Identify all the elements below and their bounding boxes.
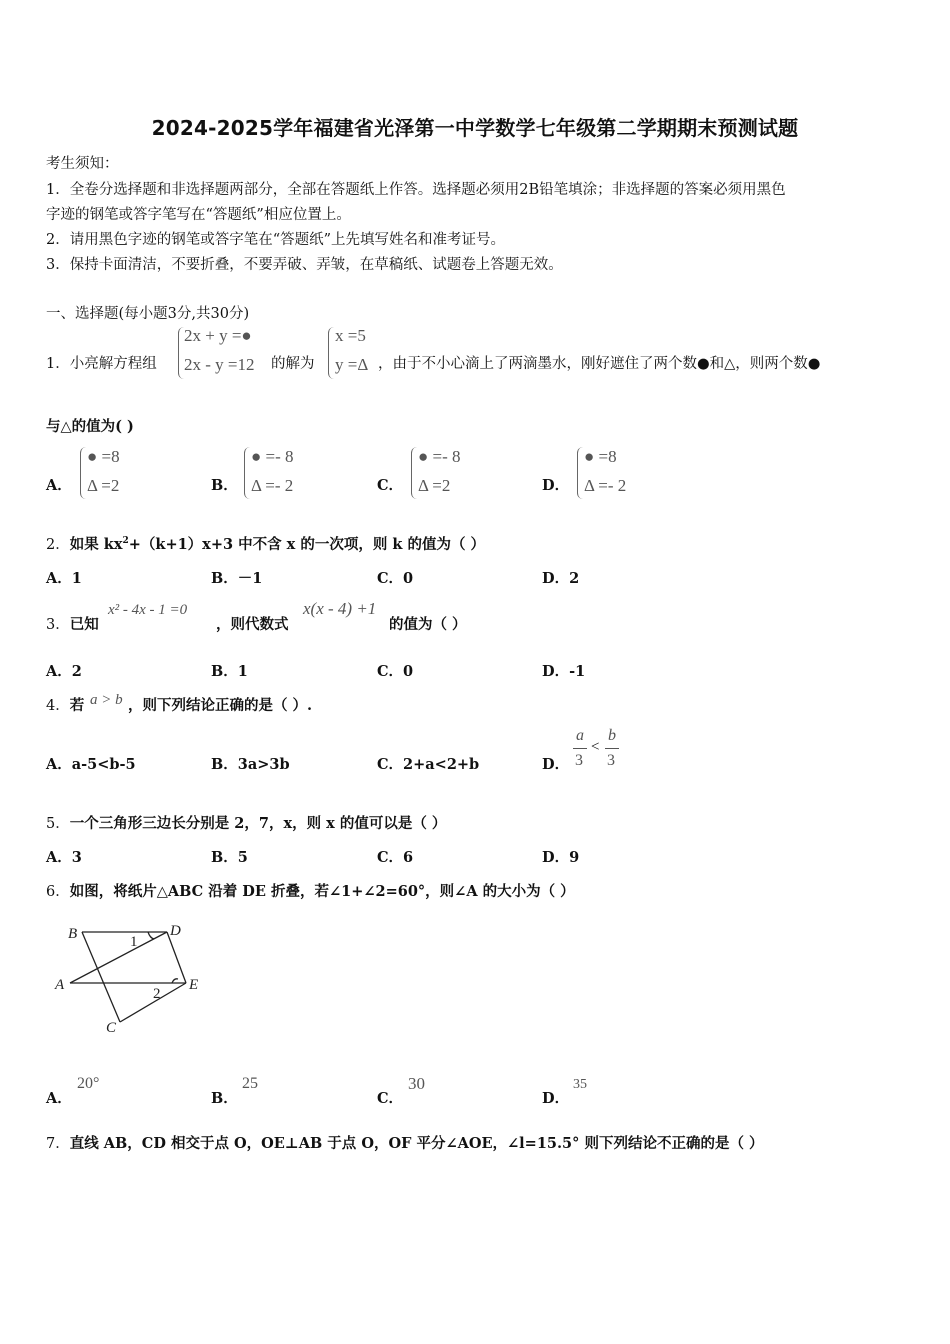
q1-suffix: ，由于不小心滴上了两滴墨水，刚好遮住了两个数●和△，则两个数●: [378, 356, 821, 372]
q5-option-d[interactable]: D．9: [542, 849, 580, 866]
brace-icon: [328, 327, 335, 379]
q4-text-b: ，则下列结论正确的是（ ）.: [128, 697, 313, 714]
label-c: C: [106, 1020, 117, 1036]
q3-option-d[interactable]: D．-1: [542, 663, 586, 680]
option-label: D．: [542, 756, 570, 773]
segment-cb: [82, 932, 120, 1022]
label-b: B: [68, 926, 78, 942]
q1-system-1-line-2: 2x - y =12: [184, 355, 255, 374]
q1-mid-text: 的解为: [271, 356, 315, 372]
fraction-bar: [573, 748, 587, 749]
fraction-bar: [605, 748, 619, 749]
q2-number: 2．: [46, 537, 70, 553]
notice-heading: 考生须知：: [46, 156, 119, 172]
q4-number: 4．: [46, 698, 70, 714]
q4-text-a: 若: [69, 697, 85, 714]
option-line-1: ● =- 8: [418, 447, 461, 466]
q3-option-b[interactable]: B．1: [211, 663, 248, 680]
q5-option-b[interactable]: B．5: [211, 849, 248, 866]
less-than-sign: <: [591, 739, 600, 755]
option-line-1: ● =8: [87, 447, 120, 466]
q4-prefix: [46, 694, 84, 715]
segment-de: [167, 932, 186, 983]
q2-text-b: +（k+1）x+3 中不含 x 的一次项，则 k 的值为（ ）: [128, 536, 486, 553]
q7-number: 7．: [46, 1136, 70, 1152]
fold-triangle-figure: [50, 918, 210, 1038]
option-line-1: ● =8: [584, 447, 617, 466]
brace-icon: [411, 447, 418, 499]
option-value: 30: [408, 1074, 425, 1093]
q2-option-d[interactable]: D．2: [542, 570, 580, 587]
fraction-numerator: a: [576, 727, 584, 744]
notice-item-1-line-1: 1．全卷分选择题和非选择题两部分，全部在答题纸上作答。选择题必须用2B铅笔填涂；非选择题的答案必须用黑色: [46, 182, 786, 198]
option-label: B．: [211, 1090, 238, 1107]
q6-body: 如图，将纸片△ABC 沿着 DE 折叠，若∠1+∠2=60°，则∠A 的大小为（ ）: [69, 883, 575, 900]
option-line-2: Δ =2: [418, 476, 451, 495]
q3-prefix: [46, 613, 99, 634]
option-label: D．: [542, 477, 570, 494]
notice-item-2: 2．请用黑色字迹的钢笔或答字笔在“答题纸”上先填写姓名和准考证号。: [46, 232, 506, 248]
option-label: B．: [211, 477, 238, 494]
option-line-2: Δ =- 2: [584, 476, 627, 495]
option-value: 20°: [77, 1075, 100, 1092]
q3-number: 3．: [46, 617, 70, 633]
q2-text-a: 如果 kx: [69, 536, 123, 553]
section-heading: 一、选择题(每小题3分,共30分): [46, 306, 250, 322]
q2-text: [46, 533, 485, 554]
q2-superscript: 2: [122, 536, 129, 547]
brace-icon: [80, 447, 87, 499]
option-line-1: ● =- 8: [251, 447, 294, 466]
q1-system-1-line-1: 2x + y =●: [184, 326, 252, 345]
q1-system-2-line-1: x =5: [335, 326, 366, 345]
label-angle-2: 2: [153, 986, 161, 1002]
q5-body: 一个三角形三边长分别是 2，7，x，则 x 的值可以是（ ）: [69, 815, 447, 832]
option-label: A．: [46, 477, 72, 494]
label-angle-1: 1: [130, 934, 138, 950]
q5-number: 5．: [46, 816, 70, 832]
q4-option-a[interactable]: A．a-5<b-5: [46, 756, 136, 773]
q1-prefix: 1．小亮解方程组: [46, 356, 157, 372]
q7-body: 直线 AB，CD 相交于点 O，OE⊥AB 于点 O，OF 平分∠AOE，∠l=15.5° 则下列结论不正确的是（ ）: [69, 1135, 764, 1152]
q5-option-c[interactable]: C．6: [377, 849, 414, 866]
option-label: A．: [46, 1090, 72, 1107]
q3-expression: x(x - 4) +1: [303, 599, 377, 618]
notice-item-1-line-2: 字迹的钢笔或答字笔写在“答题纸”相应位置上。: [46, 207, 351, 223]
q5-text: [46, 812, 446, 833]
q3-text-c: 的值为（ ）: [389, 616, 467, 633]
q2-option-b[interactable]: B．－1: [211, 570, 263, 587]
option-value: 25: [242, 1075, 258, 1092]
label-a: A: [55, 977, 65, 993]
q2-option-a[interactable]: A．1: [46, 570, 82, 587]
q6-text: [46, 880, 575, 901]
fraction-denominator: 3: [607, 752, 615, 769]
q4-condition: a > b: [90, 692, 123, 708]
option-label: C．: [377, 1090, 404, 1107]
q3-text-b: ，则代数式: [216, 616, 289, 633]
option-label: C．: [377, 477, 404, 494]
q3-equation: x² - 4x - 1 =0: [108, 602, 188, 618]
label-e: E: [189, 977, 199, 993]
q7-text: [46, 1132, 764, 1153]
label-d: D: [170, 923, 181, 939]
q3-option-a[interactable]: A．2: [46, 663, 82, 680]
notice-item-3: 3．保持卡面清洁，不要折叠，不要弄破、弄皱，在草稿纸、试题卷上答题无效。: [46, 257, 563, 273]
q3-text-a: 已知: [69, 616, 99, 633]
brace-icon: [577, 447, 584, 499]
q5-option-a[interactable]: A．3: [46, 849, 82, 866]
q3-option-c[interactable]: C．0: [377, 663, 414, 680]
angle-1-arc: [148, 932, 154, 939]
q6-number: 6．: [46, 884, 70, 900]
exam-title: 2024-2025学年福建省光泽第一中学数学七年级第二学期期末预测试题: [151, 116, 799, 140]
q4-option-b[interactable]: B．3a>3b: [211, 756, 290, 773]
q4-option-c[interactable]: C．2+a<2+b: [377, 756, 480, 773]
option-line-2: Δ =2: [87, 476, 120, 495]
q2-option-c[interactable]: C．0: [377, 570, 414, 587]
fraction-denominator: 3: [575, 752, 583, 769]
fraction-numerator: b: [608, 727, 616, 744]
brace-icon: [244, 447, 251, 499]
q1-system-2-line-2: y =Δ: [335, 355, 369, 374]
option-value: 35: [573, 1077, 587, 1092]
option-line-2: Δ =- 2: [251, 476, 294, 495]
q1-line-2: 与△的值为( ): [46, 418, 134, 435]
option-label: D．: [542, 1090, 570, 1107]
